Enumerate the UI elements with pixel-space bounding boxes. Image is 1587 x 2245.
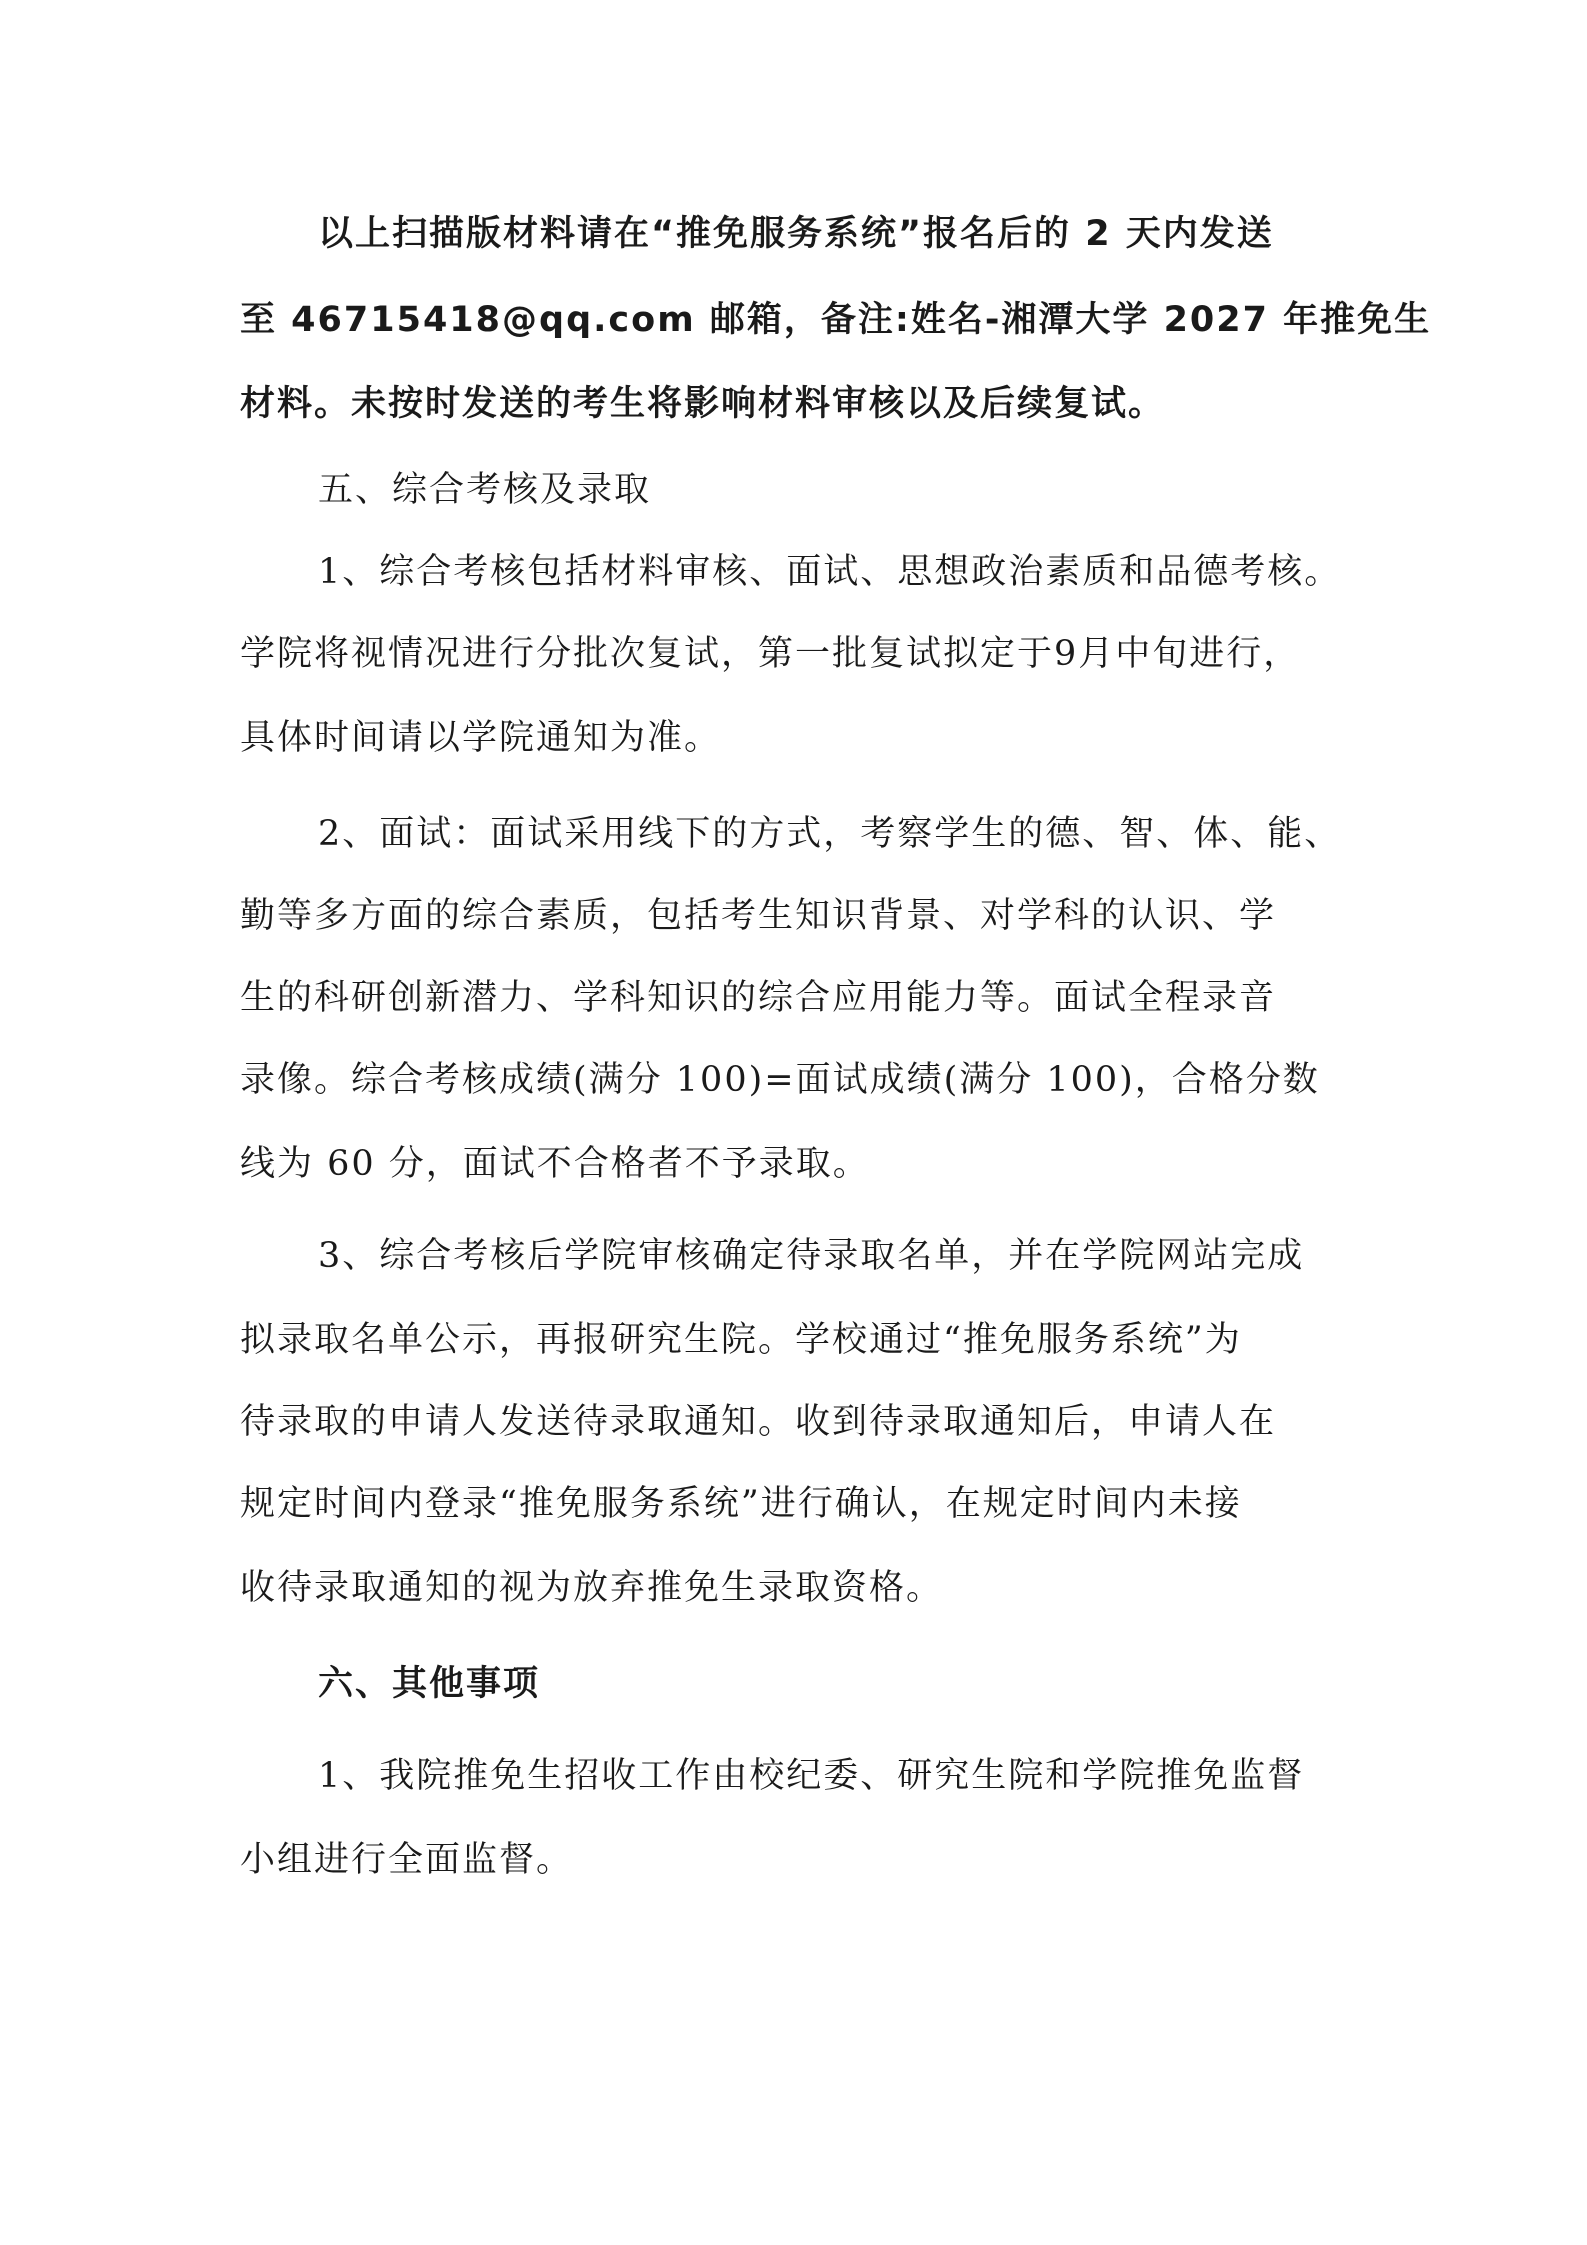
paragraph-line: 1、我院推免生招收工作由校纪委、研究生院和学院推免监督 [318, 1756, 1305, 1796]
paragraph-line: 收待录取通知的视为放弃推免生录取资格。 [240, 1568, 944, 1608]
paragraph-line: 规定时间内登录“推免服务系统”进行确认，在规定时间内未接 [240, 1484, 1242, 1524]
paragraph-line: 材料。未按时发送的考生将影响材料审核以及后续复试。 [240, 384, 1166, 424]
paragraph-line: 小组进行全面监督。 [240, 1840, 574, 1880]
section-heading: 六、其他事项 [318, 1664, 541, 1704]
paragraph-line: 录像。综合考核成绩(满分 100)=面试成绩(满分 100)，合格分数 [240, 1060, 1320, 1100]
paragraph-line: 2、面试：面试采用线下的方式，考察学生的德、智、体、能、 [318, 814, 1342, 854]
paragraph-line: 以上扫描版材料请在“推免服务系统”报名后的 2 天内发送 [318, 214, 1274, 254]
paragraph-line: 1、综合考核包括材料审核、面试、思想政治素质和品德考核。 [318, 552, 1342, 592]
paragraph-line: 待录取的申请人发送待录取通知。收到待录取通知后，申请人在 [240, 1402, 1277, 1442]
paragraph-line: 至 46715418@qq.com 邮箱，备注:姓名-湘潭大学 2027 年推免生 [240, 300, 1432, 340]
paragraph-line: 3、综合考核后学院审核确定待录取名单，并在学院网站完成 [318, 1236, 1305, 1276]
paragraph-line: 线为 60 分，面试不合格者不予录取。 [240, 1144, 870, 1184]
paragraph-line: 生的科研创新潜力、学科知识的综合应用能力等。面试全程录音 [240, 978, 1277, 1018]
paragraph-line: 学院将视情况进行分批次复试，第一批复试拟定于9月中旬进行， [240, 634, 1301, 674]
paragraph-line: 具体时间请以学院通知为准。 [240, 718, 722, 758]
paragraph-line: 拟录取名单公示，再报研究生院。学校通过“推免服务系统”为 [240, 1320, 1242, 1360]
section-heading: 五、综合考核及录取 [318, 470, 652, 510]
paragraph-line: 勤等多方面的综合素质，包括考生知识背景、对学科的认识、学 [240, 896, 1277, 936]
